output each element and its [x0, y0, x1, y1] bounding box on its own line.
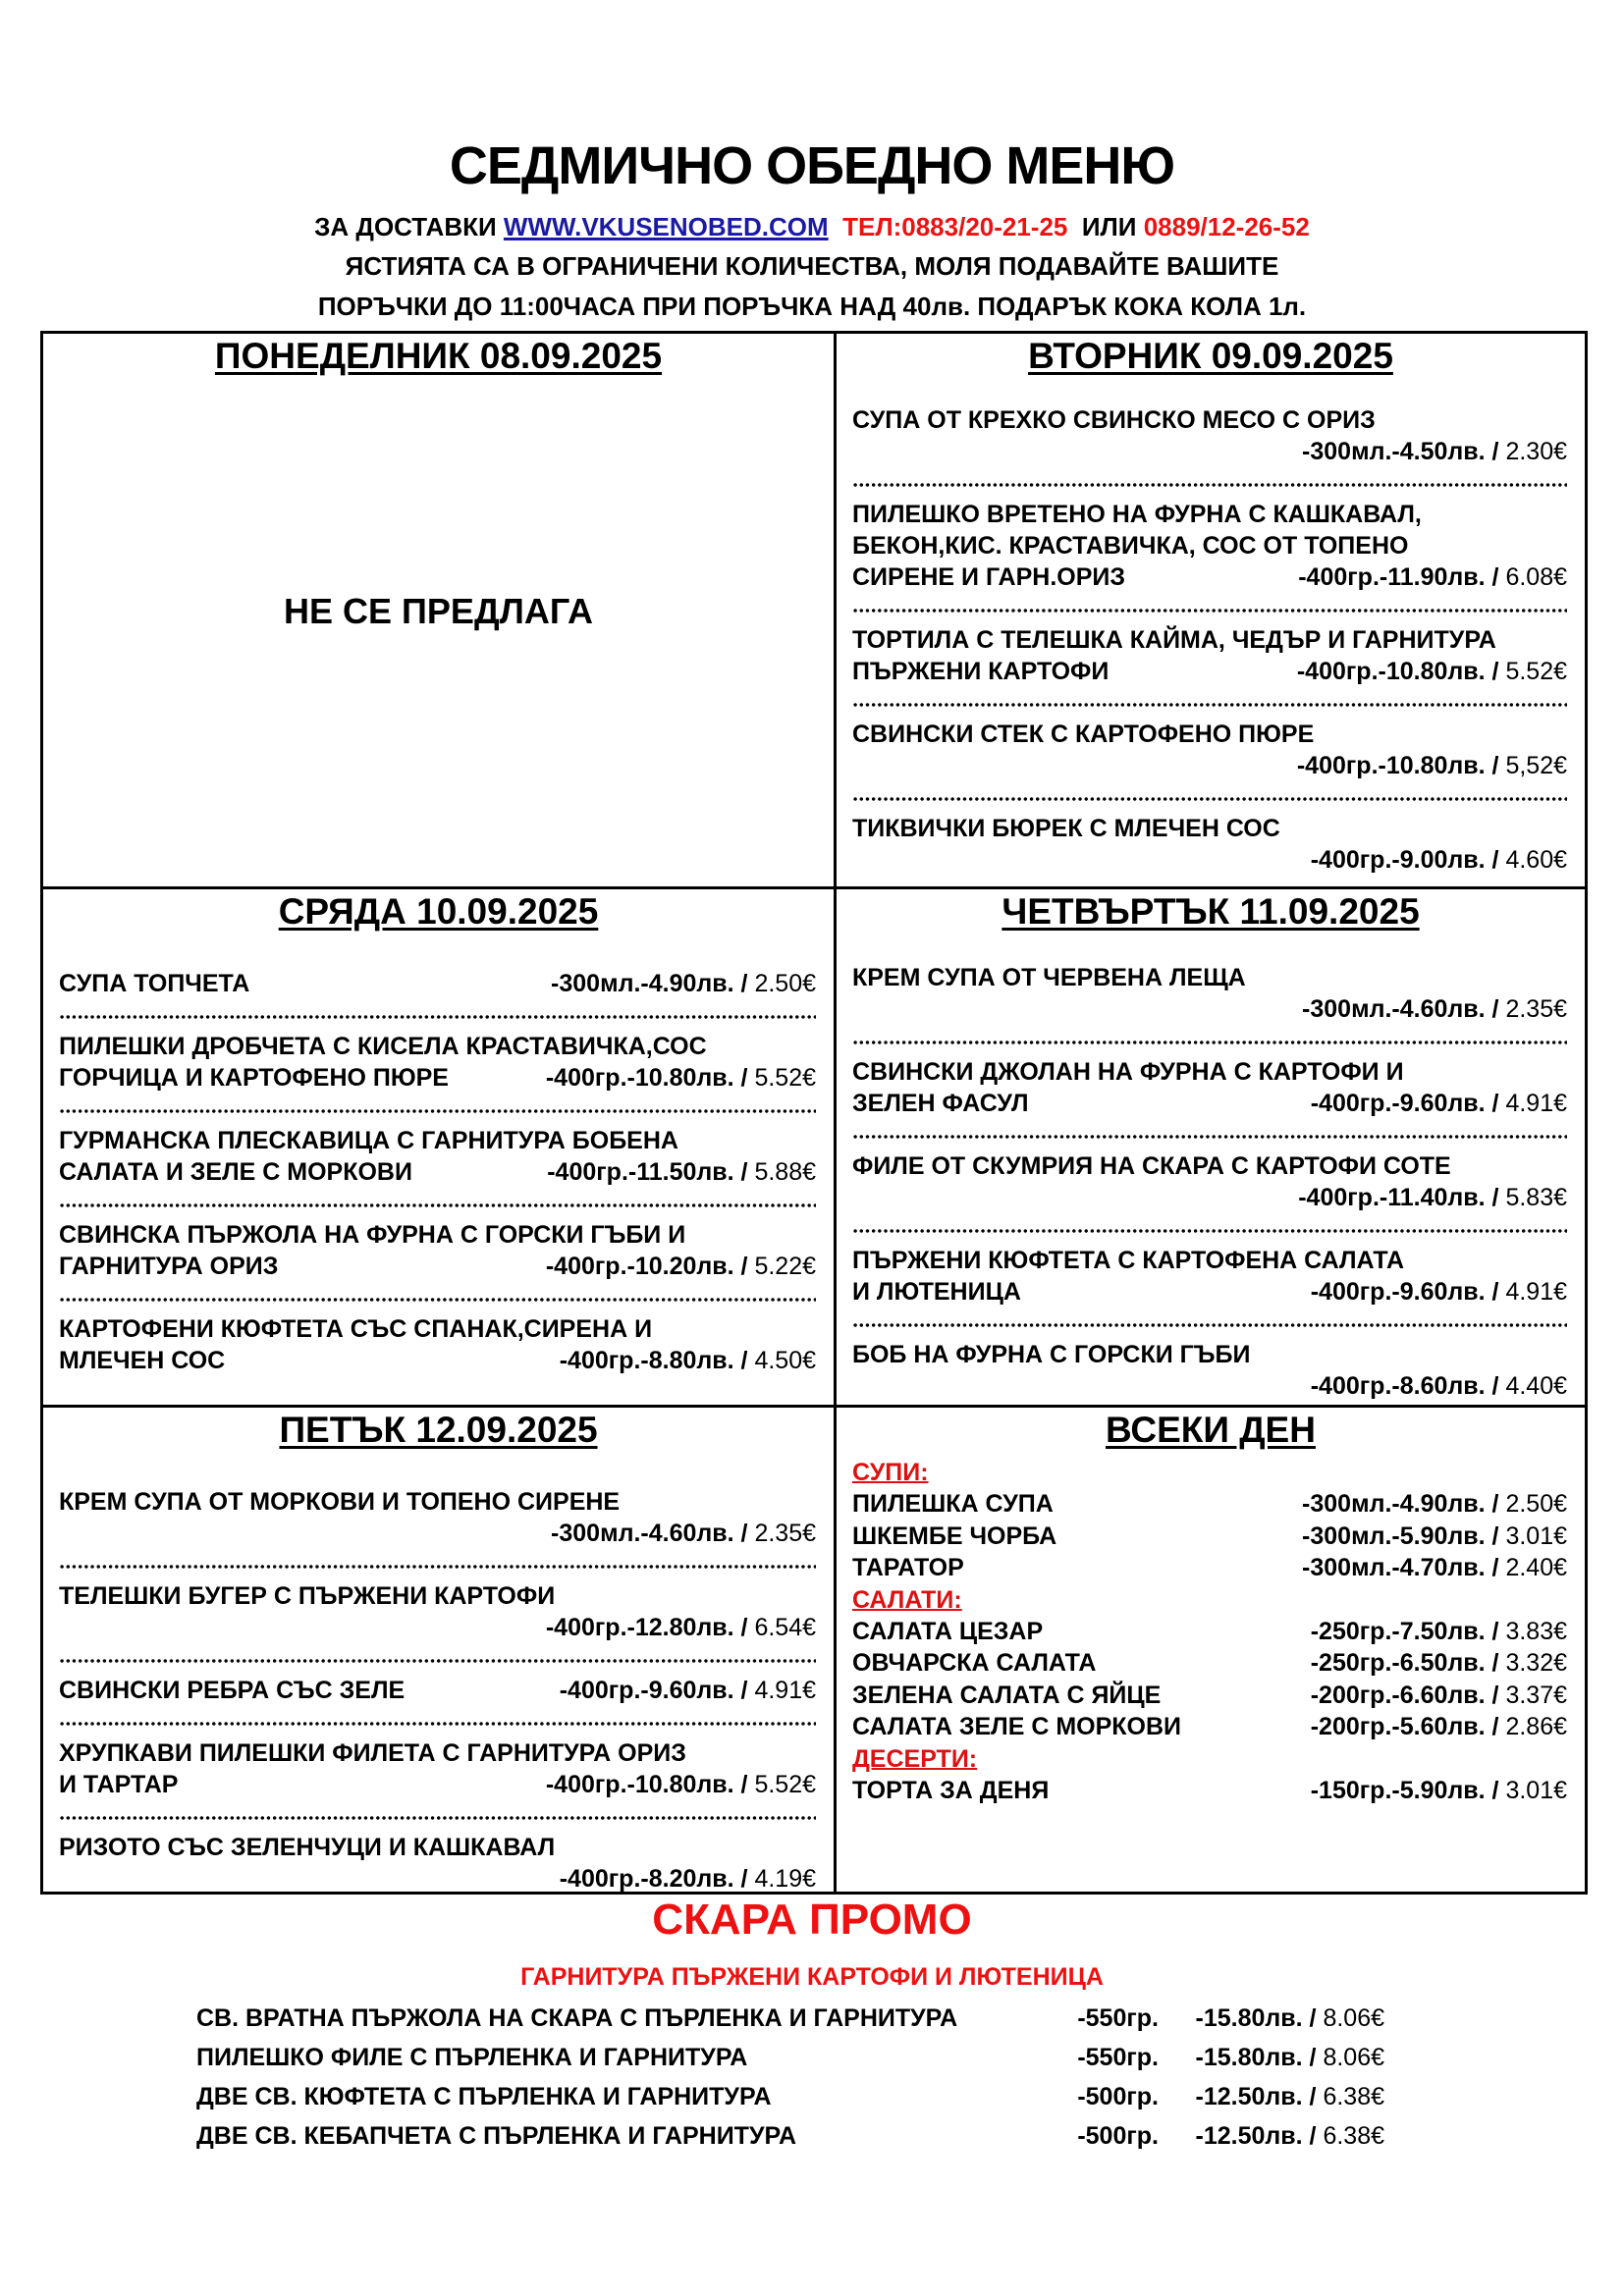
price-eur: 5.52€	[754, 1064, 816, 1092]
price-bgn: -400гр.-9.60лв. /	[559, 1677, 748, 1704]
price-bgn: -400гр.-11.40лв. /	[1298, 1184, 1499, 1211]
price-bgn: -400гр.-11.90лв. /	[1298, 563, 1499, 591]
price-eur: 2.40€	[1505, 1554, 1567, 1581]
day-cell-monday	[43, 334, 834, 886]
menu-item-price	[852, 844, 1567, 876]
price-bgn: -200гр.-5.60лв. /	[1310, 1713, 1499, 1740]
price-bgn: -400гр.-8.20лв. /	[559, 1865, 748, 1893]
promo-item-name: ПИЛЕШКО ФИЛЕ С ПЪРЛЕНКА И ГАРНИТУРА	[196, 2044, 748, 2071]
menu-items-tuesday	[852, 404, 1567, 876]
everyday-item	[852, 1647, 1567, 1680]
everyday-item-name: ЗЕЛЕНА САЛАТА С ЯЙЦЕ	[852, 1681, 1162, 1709]
price-eur: 2.50€	[1505, 1490, 1567, 1518]
everyday-item-name: САЛАТА ЦЕЗАР	[852, 1617, 1044, 1645]
everyday-item-name: ТОРТА ЗА ДЕНЯ	[852, 1776, 1050, 1804]
notice-line-2: ПОРЪЧКИ ДО 11:00ЧАСА ПРИ ПОРЪЧКА НАД 40лв. ПОДАРЪК КОКА КОЛА 1л.	[317, 292, 1307, 321]
price-bgn: -400гр.-10.80лв. /	[1296, 752, 1499, 779]
price-bgn: -400гр.-10.80лв. /	[1296, 658, 1499, 685]
menu-item	[852, 719, 1567, 781]
menu-title: СЕДМИЧНО ОБЕДНО МЕНЮ	[449, 136, 1175, 195]
promo-item	[196, 1999, 1384, 2038]
price-bgn: -200гр.-6.60лв. /	[1310, 1681, 1499, 1709]
dotted-separator	[59, 1800, 816, 1832]
everyday-item-name: САЛАТА ЗЕЛЕ С МОРКОВИ	[852, 1713, 1182, 1740]
promo-item-price	[1196, 1999, 1385, 2038]
contact-line	[0, 212, 1624, 242]
price-eur: 5.52€	[754, 1771, 816, 1798]
menu-item-name: КРЕМ СУПА ОТ ЧЕРВЕНА ЛЕЩА	[852, 964, 1246, 991]
menu-item	[59, 1125, 816, 1188]
promo-subtitle: ГАРНИТУРА ПЪРЖЕНИ КАРТОФИ И ЛЮТЕНИЦА	[520, 1963, 1104, 1991]
menu-item	[852, 404, 1567, 467]
price-bgn: -150гр.-5.90лв. /	[1310, 1776, 1499, 1804]
price-eur: 3.32€	[1505, 1649, 1567, 1677]
everyday-cell	[837, 1408, 1585, 1892]
menu-item	[59, 1219, 816, 1282]
price-bgn: -300мл.-4.60лв. /	[551, 1520, 748, 1547]
menu-item-name: ТЕЛЕШКИ БУГЕР С ПЪРЖЕНИ КАРТОФИ	[59, 1582, 556, 1610]
promo-item-weight: -550гр.	[1077, 2044, 1159, 2071]
day-title-tuesday: ВТОРНИК 09.09.2025	[1028, 336, 1393, 376]
price-eur: 2.50€	[754, 970, 816, 997]
menu-item-price	[852, 436, 1567, 467]
dotted-separator	[59, 1188, 816, 1219]
promo-item-weight: -500гр.	[1077, 2083, 1159, 2110]
everyday-item-price	[1302, 1488, 1567, 1521]
dotted-separator	[59, 1643, 816, 1675]
price-bgn: -300мл.-4.90лв. /	[551, 970, 748, 997]
everyday-item-name: ШКЕМБЕ ЧОРБА	[852, 1522, 1057, 1550]
promo-item-name: ДВЕ СВ. КЮФТЕТА С ПЪРЛЕНКА И ГАРНИТУРА	[196, 2083, 772, 2110]
phone-1[interactable]: ТЕЛ:0883/20-21-25	[842, 212, 1068, 241]
dotted-separator	[852, 593, 1567, 624]
menu-item-name: ГУРМАНСКА ПЛЕСКАВИЦА С ГАРНИТУРА БОБЕНА САЛАТА И ЗЕЛЕ С МОРКОВИ	[59, 1127, 678, 1186]
price-eur: 4.91€	[754, 1677, 816, 1704]
price-eur: 3.01€	[1505, 1522, 1567, 1550]
price-bgn: -250гр.-7.50лв. /	[1310, 1617, 1499, 1645]
day-title-friday: ПЕТЪК 12.09.2025	[279, 1410, 598, 1450]
everyday-item	[852, 1488, 1567, 1521]
promo-item-price	[1196, 2116, 1385, 2156]
notice-line-1: ЯСТИЯТА СА В ОГРАНИЧЕНИ КОЛИЧЕСТВА, МОЛЯ ПОДАВАЙТЕ ВАШИТЕ	[345, 251, 1279, 281]
menu-item-price	[852, 993, 1567, 1025]
price-bgn: -250гр.-6.50лв. /	[1310, 1649, 1499, 1677]
everyday-item	[852, 1711, 1567, 1743]
everyday-item-price	[1311, 1616, 1567, 1648]
category-label: СУПИ:	[852, 1459, 929, 1486]
price-bgn: -400гр.-10.80лв. /	[545, 1771, 748, 1798]
menu-item	[852, 962, 1567, 1025]
menu-item-price	[852, 1182, 1567, 1213]
price-bgn: -300мл.-5.90лв. /	[1302, 1522, 1499, 1550]
menu-item-price	[59, 1518, 816, 1549]
menu-item-name: ТОРТИЛА С ТЕЛЕШКА КАЙМА, ЧЕДЪР И ГАРНИТУРА ПЪРЖЕНИ КАРТОФИ	[852, 626, 1496, 685]
day-cell-friday	[43, 1408, 834, 1892]
menu-item	[852, 813, 1567, 876]
dotted-separator	[852, 1119, 1567, 1150]
price-bgn: -300мл.-4.50лв. /	[1302, 438, 1499, 465]
everyday-item-price	[1311, 1711, 1567, 1743]
price-eur: 2.35€	[1505, 995, 1567, 1023]
everyday-item-name: ОВЧАРСКА САЛАТА	[852, 1649, 1097, 1677]
website-link[interactable]: WWW.VKUSENOBED.COM	[503, 212, 829, 241]
price-eur: 2.30€	[1505, 438, 1567, 465]
promo-item-weight: -550гр.	[1077, 2004, 1159, 2032]
promo-list	[196, 1999, 1384, 2156]
price-eur: 6.38€	[1323, 2122, 1384, 2150]
price-bgn: -12.50лв. /	[1195, 2083, 1317, 2110]
category-label: САЛАТИ:	[852, 1585, 962, 1614]
price-eur: 2.86€	[1505, 1713, 1567, 1740]
price-eur: 4.91€	[1505, 1278, 1567, 1306]
dotted-separator	[59, 1706, 816, 1737]
everyday-item	[852, 1552, 1567, 1584]
menu-item-price	[852, 750, 1567, 781]
or-label: ИЛИ	[1081, 212, 1137, 241]
menu-item-name: СВИНСКА ПЪРЖОЛА НА ФУРНА С ГОРСКИ ГЪБИ И ГАРНИТУРА ОРИЗ	[59, 1221, 686, 1280]
menu-items-thursday	[852, 962, 1567, 1402]
menu-item-name: КАРТОФЕНИ КЮФТЕТА СЪС СПАНАК,СИРЕНА И МЛЕЧЕН СОС	[59, 1315, 653, 1374]
everyday-title: ВСЕКИ ДЕН	[1106, 1410, 1316, 1450]
price-bgn: -400гр.-8.80лв. /	[559, 1347, 748, 1374]
everyday-item-name: ТАРАТОР	[852, 1554, 964, 1581]
price-eur: 3.01€	[1505, 1776, 1567, 1804]
price-bgn: -400гр.-10.20лв. /	[545, 1253, 748, 1280]
menu-item-name: СВИНСКИ ДЖОЛАН НА ФУРНА С КАРТОФИ И ЗЕЛЕН ФАСУЛ	[852, 1058, 1404, 1117]
menu-item	[852, 1339, 1567, 1402]
promo-item-name: ДВЕ СВ. КЕБАПЧЕТА С ПЪРЛЕНКА И ГАРНИТУРА	[196, 2122, 797, 2150]
price-bgn: -15.80лв. /	[1195, 2044, 1317, 2071]
menu-item	[59, 1737, 816, 1800]
not-offered-note: НЕ СЕ ПРЕДЛАГА	[284, 591, 593, 631]
menu-item-name: КРЕМ СУПА ОТ МОРКОВИ И ТОПЕНО СИРЕНЕ	[59, 1488, 621, 1516]
menu-item	[59, 1675, 816, 1706]
price-eur: 8.06€	[1323, 2004, 1384, 2032]
day-cell-thursday	[837, 889, 1585, 1405]
price-eur: 4.50€	[754, 1347, 816, 1374]
dotted-separator	[59, 1282, 816, 1313]
menu-item-name: СУПА ТОПЧЕТА	[59, 970, 250, 997]
price-eur: 4.19€	[754, 1865, 816, 1893]
menu-item-name: ПИЛЕШКО ВРЕТЕНО НА ФУРНА С КАШКАВАЛ, БЕКОН,КИС. КРАСТАВИЧКА, СОС ОТ ТОПЕНО СИРЕНЕ И ГАРН.ОРИЗ	[852, 501, 1422, 591]
everyday-item	[852, 1616, 1567, 1648]
price-bgn: -300мл.-4.60лв. /	[1302, 995, 1499, 1023]
everyday-item-price	[1302, 1552, 1567, 1584]
price-eur: 5.83€	[1505, 1184, 1567, 1211]
promo-title: СКАРА ПРОМО	[652, 1896, 972, 1944]
everyday-item-price	[1311, 1775, 1567, 1807]
promo-item-price	[1196, 2038, 1385, 2077]
promo-item	[196, 2077, 1384, 2116]
price-bgn: -300мл.-4.90лв. /	[1302, 1490, 1499, 1518]
promo-item-name: СВ. ВРАТНА ПЪРЖОЛА НА СКАРА С ПЪРЛЕНКА И ГАРНИТУРА	[196, 2004, 958, 2032]
menu-item-price	[59, 1863, 816, 1895]
dotted-separator	[852, 1025, 1567, 1056]
day-title-wednesday: СРЯДА 10.09.2025	[278, 891, 599, 932]
price-eur: 5.52€	[1505, 658, 1567, 685]
menu-item	[59, 968, 816, 999]
price-eur: 3.83€	[1505, 1617, 1567, 1645]
price-eur: 8.06€	[1323, 2044, 1384, 2071]
menu-item-name: ПИЛЕШКИ ДРОБЧЕТА С КИСЕЛА КРАСТАВИЧКА,СОС ГОРЧИЦА И КАРТОФЕНО ПЮРЕ	[59, 1033, 707, 1092]
menu-item-name: ХРУПКАВИ ПИЛЕШКИ ФИЛЕТА С ГАРНИТУРА ОРИЗ И ТАРТАР	[59, 1739, 686, 1798]
price-bgn: -400гр.-9.00лв. /	[1310, 846, 1499, 874]
menu-item	[59, 1832, 816, 1895]
everyday-item-price	[1302, 1521, 1567, 1553]
price-eur: 5.88€	[754, 1158, 816, 1186]
price-bgn: -400гр.-9.60лв. /	[1310, 1090, 1499, 1117]
dotted-separator	[852, 1308, 1567, 1339]
price-bgn: -400гр.-8.60лв. /	[1310, 1372, 1499, 1400]
delivery-label: ЗА ДОСТАВКИ	[314, 212, 497, 241]
price-eur: 5,52€	[1505, 752, 1567, 779]
menu-item	[59, 1031, 816, 1094]
price-eur: 2.35€	[754, 1520, 816, 1547]
phone-2[interactable]: 0889/12-26-52	[1143, 212, 1310, 241]
menu-item-name: СВИНСКИ СТЕК С КАРТОФЕНО ПЮРЕ	[852, 721, 1315, 748]
menu-item	[852, 499, 1567, 593]
dotted-separator	[852, 467, 1567, 499]
dotted-separator	[852, 1213, 1567, 1245]
menu-items-wednesday	[59, 968, 816, 1376]
menu-item-name: ТИКВИЧКИ БЮРЕК С МЛЕЧЕН СОС	[852, 815, 1280, 842]
price-bgn: -400гр.-9.60лв. /	[1310, 1278, 1499, 1306]
dotted-separator	[59, 1094, 816, 1125]
day-cell-wednesday	[43, 889, 834, 1405]
dotted-separator	[59, 999, 816, 1031]
menu-item-name: ПЪРЖЕНИ КЮФТЕТА С КАРТОФЕНА САЛАТА И ЛЮТЕНИЦА	[852, 1247, 1405, 1306]
price-bgn: -12.50лв. /	[1195, 2122, 1317, 2150]
price-bgn: -15.80лв. /	[1195, 2004, 1317, 2032]
menu-item	[852, 1056, 1567, 1119]
menu-item	[59, 1486, 816, 1549]
promo-item-weight: -500гр.	[1077, 2122, 1159, 2150]
dotted-separator	[59, 1549, 816, 1580]
promo-item	[196, 2116, 1384, 2156]
menu-item-name: СВИНСКИ РЕБРА СЪС ЗЕЛЕ	[59, 1677, 406, 1704]
price-bgn: -400гр.-12.80лв. /	[545, 1614, 748, 1641]
menu-item-name: БОБ НА ФУРНА С ГОРСКИ ГЪБИ	[852, 1341, 1251, 1368]
menu-item	[852, 1150, 1567, 1213]
price-bgn: -400гр.-10.80лв. /	[545, 1064, 748, 1092]
category-label: ДЕСЕРТИ:	[852, 1744, 978, 1773]
dotted-separator	[852, 687, 1567, 719]
price-eur: 6.54€	[754, 1614, 816, 1641]
price-eur: 6.08€	[1505, 563, 1567, 591]
everyday-item	[852, 1521, 1567, 1553]
menu-item	[59, 1313, 816, 1376]
price-eur: 4.40€	[1505, 1372, 1567, 1400]
menu-item-name: СУПА ОТ КРЕХКО СВИНСКО МЕСО С ОРИЗ	[852, 406, 1376, 434]
everyday-item-price	[1311, 1680, 1567, 1712]
day-title-monday: ПОНЕДЕЛНИК 08.09.2025	[214, 336, 663, 376]
dotted-separator	[852, 781, 1567, 813]
menu-item	[59, 1580, 816, 1643]
price-eur: 3.37€	[1505, 1681, 1567, 1709]
price-eur: 4.91€	[1505, 1090, 1567, 1117]
price-eur: 5.22€	[754, 1253, 816, 1280]
menu-item	[852, 1245, 1567, 1308]
price-eur: 4.60€	[1505, 846, 1567, 874]
everyday-item-name: ПИЛЕШКА СУПА	[852, 1490, 1054, 1518]
everyday-list	[852, 1457, 1567, 1806]
everyday-item-price	[1311, 1647, 1567, 1680]
menu-item-name: РИЗОТО СЪС ЗЕЛЕНЧУЦИ И КАШКАВАЛ	[59, 1834, 556, 1861]
promo-item	[196, 2038, 1384, 2077]
price-eur: 6.38€	[1323, 2083, 1384, 2110]
menu-item-name: ФИЛЕ ОТ СКУМРИЯ НА СКАРА С КАРТОФИ СОТЕ	[852, 1152, 1451, 1180]
day-title-thursday: ЧЕТВЪРТЪК 11.09.2025	[1001, 891, 1420, 932]
promo-item-price	[1196, 2077, 1385, 2116]
price-bgn: -300мл.-4.70лв. /	[1302, 1554, 1499, 1581]
menu-item-price	[852, 1370, 1567, 1402]
price-bgn: -400гр.-11.50лв. /	[547, 1158, 748, 1186]
everyday-item	[852, 1680, 1567, 1712]
everyday-item	[852, 1775, 1567, 1807]
menu-item	[852, 624, 1567, 687]
day-cell-tuesday	[837, 334, 1585, 886]
menu-item-price	[59, 1612, 816, 1643]
menu-items-friday	[59, 1486, 816, 1895]
